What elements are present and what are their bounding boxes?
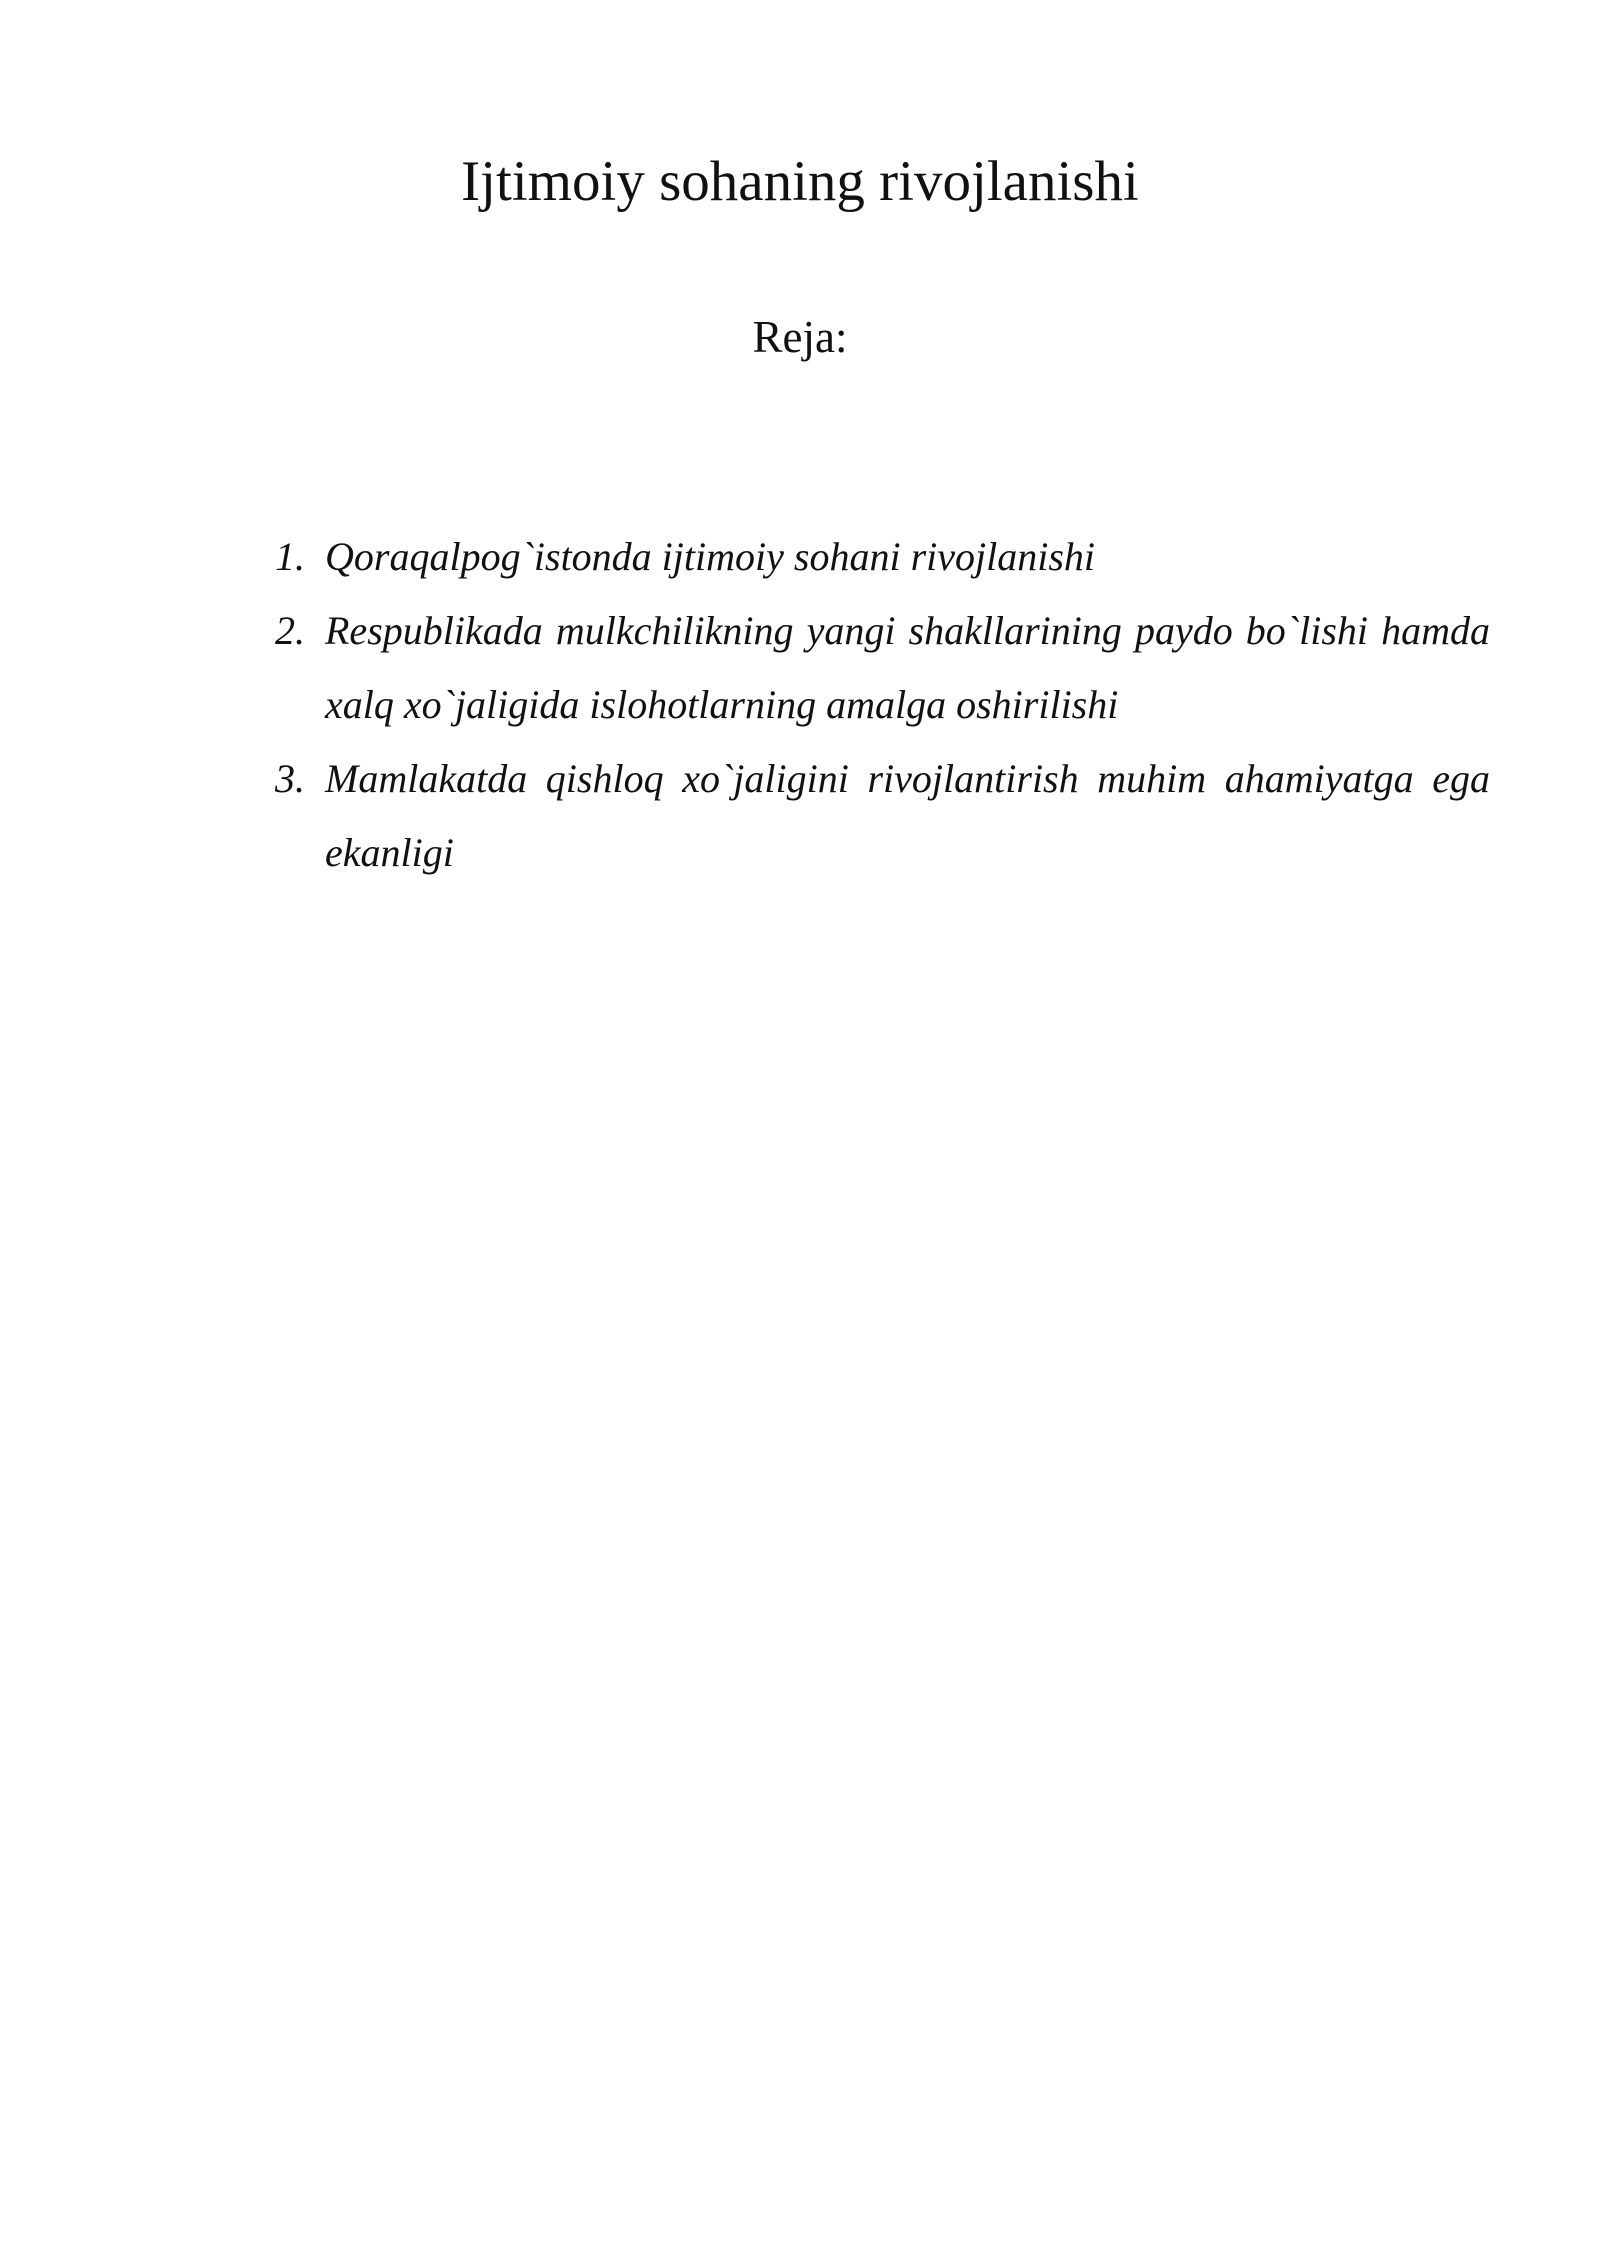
document-title: Ijtimoiy sohaning rivojlanishi — [461, 150, 1139, 213]
plan-item-number: 3. — [275, 756, 305, 801]
plan-heading: Reja: — [752, 312, 848, 362]
plan-item-text: Mamlakatda qishloq xo`jaligini rivojlantirish muhim ahamiyatga ega ekanligi — [325, 756, 1490, 875]
plan-item-text: Qoraqalpog`istonda ijtimoiy sohani rivojlanishi — [325, 534, 1096, 579]
plan-item — [275, 594, 1490, 742]
plan-item-number: 1. — [275, 534, 305, 579]
plan-item-text: Respublikada mulkchilikning yangi shakllarining paydo bo`lishi hamda xalq xo`jaligida islohotlarning amalga oshirilishi — [325, 608, 1490, 727]
plan-item-number: 2. — [275, 608, 305, 653]
plan-item — [275, 520, 1490, 594]
plan-item — [275, 742, 1490, 890]
plan-list — [275, 520, 1490, 890]
